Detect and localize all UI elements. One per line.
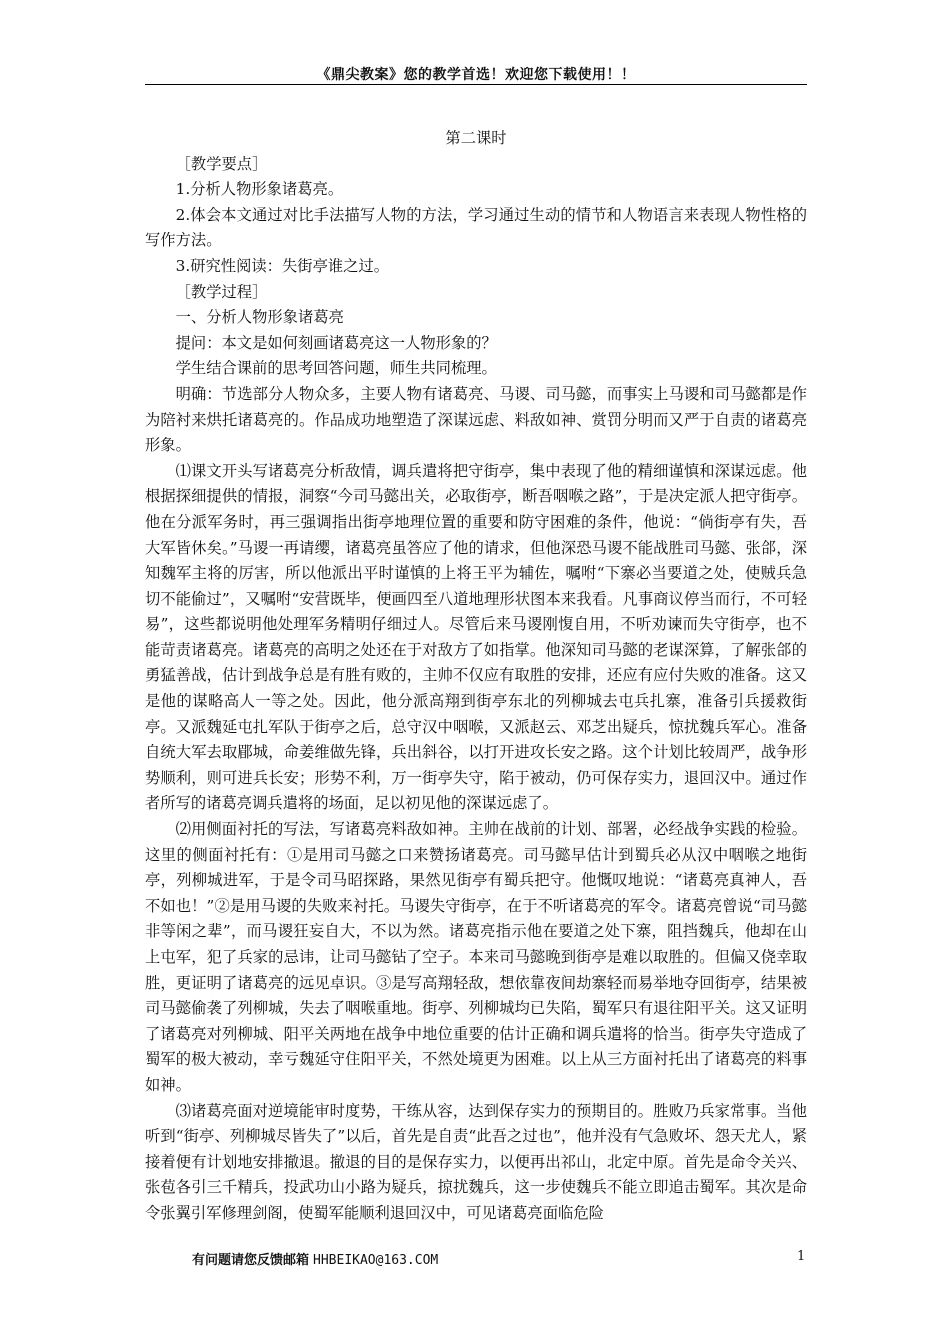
page-header: 《鼎尖教案》您的教学首选！欢迎您下载使用！！ — [316, 67, 636, 83]
paragraph: 3.研究性阅读：失街亭谁之过。 — [175, 256, 390, 275]
paragraph: 1.分析人物形象诸葛亮。 — [175, 180, 344, 199]
paragraph: 一、分析人物形象诸葛亮 — [175, 308, 344, 327]
paragraph: ⑴课文开头写诸葛亮分析敌情，调兵遣将把守街亭，集中表现了他的精细谨慎和深谋远虑。他根据探细提供的情报，洞察“今司马懿出关，必取街亭，断吾咽喉之路”，于是决定派人把守街亭。他在分派军务时，再三强调指出街亭地理位置的重要和防守困难的条件，他说：“倘街亭有失，吾大军皆休矣。”马谡一再请缨，诸葛亮虽答应了他的请求，但他深恐马谡不能战胜司马懿、张郃，深知魏军主将的厉害，所以他派出平时谨慎的上将王平为辅佐，嘱咐“下寨必当要道之处，使贼兵急切不能偷过”，又嘱咐“安营既毕，便画四至八道地理形状图本来我看。凡事商议停当而行，不可轻易”，这些都说明他处理军务精明仔细过人。尽管后来马谡刚愎自用，不听劝谏而失守街亭，也不能苛责诸葛亮。诸葛亮的高明之处还在于对敌方了如指掌。他深知司马懿的老谋深算，了解张郃的勇猛善战，估计到战争总是有胜有败的，主帅不仅应有取胜的安排，还应有应付失败的准备。这又是他的谋略高人一等之处。因此，他分派高翔到街亭东北的列柳城去屯兵扎寨，准备引兵援救街亭。又派魏延屯扎军队于街亭之后，总守汉中咽喉，又派赵云、邓芝出疑兵，惊扰魏兵军心。准备自统大军去取郿城，命姜维做先锋，兵出斜谷，以打开进攻长安之路。这个计划比较周严，战争形势顺利，则可进兵长安；形势不利，万一街亭失守，陷于被动，仍可保存实力，退回汉中。通过作者所写的诸葛亮调兵遣将的场面，足以初见他的深谋远虑了。 — [145, 461, 807, 813]
page-footer — [192, 1249, 438, 1268]
footer-label: 有问题请您反馈邮箱 — [192, 1253, 310, 1268]
paragraph: 提问：本文是如何刻画诸葛亮这一人物形象的？ — [175, 333, 497, 352]
paragraph: ［教学要点］ — [175, 154, 268, 173]
paragraph: ⑶诸葛亮面对逆境能审时度势，干练从容，达到保存实力的预期目的。胜败乃兵家常事。当他听到“街亭、列柳城尽皆失了”以后，首先是自责“此吾之过也”，他并没有气急败坏、怨天尤人，紧接着便有计划地安排撤退。撤退的目的是保存实力，以便再出祁山，北定中原。首先是命令关兴、张苞各引三千精兵，投武功山小路为疑兵，掠扰魏兵，这一步使魏兵不能立即追击蜀军。其次是命令张翼引军修理剑阁，使蜀军能顺利退回汉中，可见诸葛亮面临危险 — [145, 1101, 807, 1222]
document-body — [145, 126, 807, 1227]
section-title: 第二课时 — [445, 129, 507, 147]
paragraph: ［教学过程］ — [175, 282, 268, 301]
page-number: 1 — [797, 1249, 806, 1264]
paragraph: 2.体会本文通过对比手法描写人物的方法，学习通过生动的情节和人物语言来表现人物性格的写作方法。 — [145, 205, 807, 250]
paragraph: 学生结合课前的思考回答问题，师生共同梳理。 — [175, 359, 497, 378]
footer-email: HHBEIKAO@163.COM — [313, 1253, 439, 1268]
paragraph: ⑵用侧面衬托的写法，写诸葛亮料敌如神。主帅在战前的计划、部署，必经战争实践的检验。这里的侧面衬托有：①是用司马懿之口来赞扬诸葛亮。司马懿早估计到蜀兵必从汉中咽喉之地街亭，列柳城进军，于是令司马昭探路，果然见街亭有蜀兵把守。他慨叹地说：“诸葛亮真神人，吾不如也！”②是用马谡的失败来衬托。马谡失守街亭，在于不听诸葛亮的军令。诸葛亮曾说“司马懿非等闲之辈”，而马谡狂妄自大，不以为然。诸葛亮指示他在要道之处下寨，阻挡魏兵，他却在山上屯军，犯了兵家的忌讳，让司马懿钻了空子。本来司马懿晚到街亭是难以取胜的。但偏又侥幸取胜，更证明了诸葛亮的远见卓识。③是写高翔轻敌，想依靠夜间劫寨轻而易举地夺回街亭，结果被司马懿偷袭了列柳城，失去了咽喉重地。街亭、列柳城均已失陷，蜀军只有退往阳平关。这又证明了诸葛亮对列柳城、阳平关两地在战争中地位重要的估计正确和调兵遣将的恰当。街亭失守造成了蜀军的极大被动，幸亏魏延守住阳平关，不然处境更为困难。以上从三方面衬托出了诸葛亮的料事如神。 — [145, 820, 807, 1094]
paragraph: 明确：节选部分人物众多，主要人物有诸葛亮、马谡、司马懿，而事实上马谡和司马懿都是作为陪衬来烘托诸葛亮的。作品成功地塑造了深谋远虑、料敌如神、赏罚分明而又严于自责的诸葛亮形象。 — [145, 384, 807, 455]
header-divider — [145, 84, 807, 85]
